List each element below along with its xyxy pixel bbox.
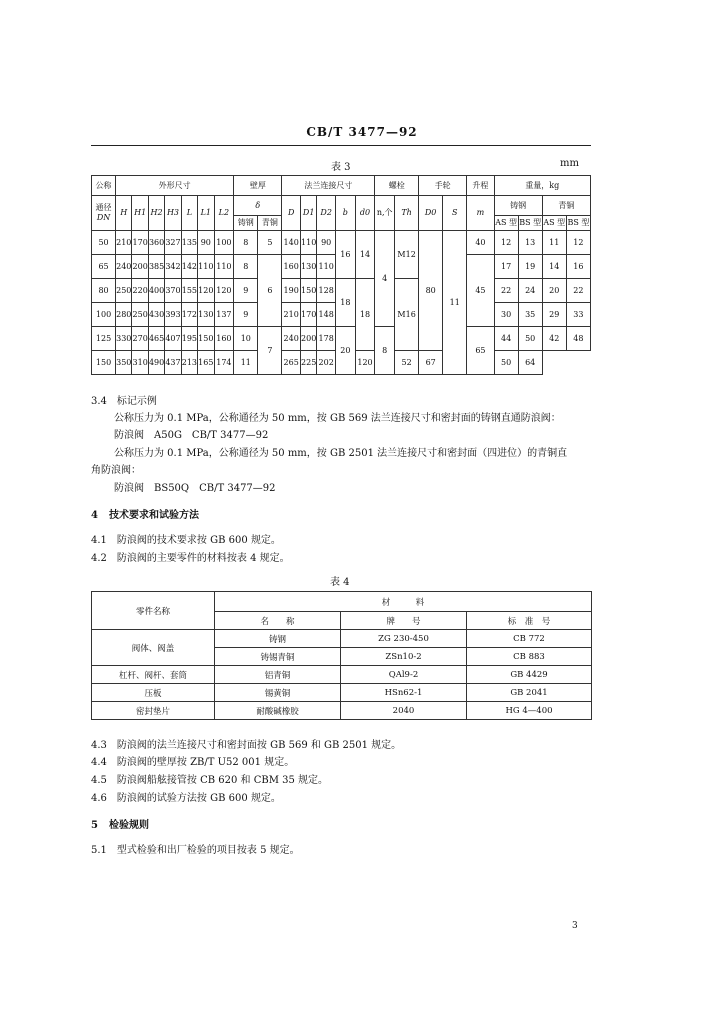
header-outer-dimensions: 外形尺寸	[116, 176, 234, 196]
cell-standard: GB 2041	[467, 684, 592, 702]
header-weight-steel: 铸钢	[494, 196, 542, 216]
header-d: D	[282, 196, 301, 231]
cell-l2: 100	[214, 231, 234, 255]
cell-d1: 110	[300, 231, 316, 255]
section-5-number: 5	[91, 820, 98, 831]
cell-weight: 44	[494, 327, 518, 351]
cell-grade: 2040	[341, 702, 467, 720]
example-2-mark: 防浪阀 BS50Q CB/T 3477—92	[114, 483, 276, 494]
example-1-mark: 防浪阀 A50G CB/T 3477—92	[114, 430, 269, 441]
header-l2: L2	[214, 196, 234, 231]
cell-d: 210	[282, 303, 301, 327]
header-material-grade: 牌 号	[341, 612, 467, 630]
cell-part: 杠杆、阀杆、套筒	[92, 666, 215, 684]
cell-weight: 24	[518, 279, 542, 303]
cell-d0: 14	[355, 231, 375, 279]
cell-l2: 160	[214, 327, 234, 351]
cell-dn: 150	[92, 351, 116, 375]
cell-h1: 220	[132, 279, 148, 303]
cell-d1: 225	[300, 351, 316, 375]
header-weight: 重量，kg	[494, 176, 590, 196]
cell-wall-steel: 8	[234, 255, 258, 279]
cell-d1: 170	[300, 303, 316, 327]
cell-weight: 17	[494, 255, 518, 279]
cell-part: 密封垫片	[92, 702, 215, 720]
header-b: b	[335, 196, 355, 231]
cell-wheel-d0: 80	[419, 231, 443, 351]
cell-h2: 430	[148, 303, 164, 327]
header-wheel-d0: D0	[419, 196, 443, 231]
section-4-6: 4.6 防浪阀的试验方法按 GB 600 规定。	[91, 793, 281, 804]
table-row	[92, 702, 592, 720]
section-3-4-heading: 3.4 标记示例	[91, 396, 157, 407]
header-h1: H1	[132, 196, 148, 231]
table-row	[92, 327, 591, 351]
cell-h3: 407	[165, 327, 181, 351]
cell-grade: ZSn10-2	[341, 648, 467, 666]
table-row	[92, 684, 592, 702]
cell-h1: 250	[132, 303, 148, 327]
header-dn: 通径 DN	[92, 196, 116, 231]
section-4-4: 4.4 防浪阀的壁厚按 ZB/T U52 001 规定。	[91, 757, 295, 768]
cell-wall-steel: 11	[234, 351, 258, 375]
cell-d1: 150	[300, 279, 316, 303]
header-bs-bronze: BS 型	[566, 216, 590, 231]
cell-weight: 13	[518, 231, 542, 255]
cell-material: 耐酸碱橡胶	[215, 702, 341, 720]
header-handwheel: 手轮	[419, 176, 467, 196]
cell-l: 213	[181, 351, 197, 375]
cell-h1: 310	[132, 351, 148, 375]
cell-b: 18	[335, 279, 355, 327]
header-l: L	[181, 196, 197, 231]
header-material: 材 料	[215, 592, 592, 612]
cell-weight: 42	[542, 327, 566, 351]
cell-h1: 270	[132, 327, 148, 351]
cell-h2: 385	[148, 255, 164, 279]
cell-th: M12	[395, 231, 419, 279]
cell-l: 142	[181, 255, 197, 279]
cell-part: 阀体、阀盖	[92, 630, 215, 666]
cell-material: 铸钢	[215, 630, 341, 648]
table-row	[92, 666, 592, 684]
section-4-1: 4.1 防浪阀的技术要求按 GB 600 规定。	[91, 535, 281, 546]
cell-h: 280	[116, 303, 132, 327]
cell-h: 350	[116, 351, 132, 375]
page-number: 3	[572, 921, 578, 931]
table-row	[92, 630, 592, 648]
cell-h2: 465	[148, 327, 164, 351]
cell-l2: 120	[214, 279, 234, 303]
header-s: S	[443, 196, 467, 231]
table3-title: 表 3	[331, 162, 351, 173]
cell-d0: 18	[355, 279, 375, 351]
cell-d2: 128	[317, 279, 336, 303]
cell-m: 65	[467, 327, 494, 375]
cell-weight: 29	[542, 303, 566, 327]
cell-l: 135	[181, 231, 197, 255]
cell-weight: 50	[518, 327, 542, 351]
cell-h3: 393	[165, 303, 181, 327]
cell-h: 240	[116, 255, 132, 279]
cell-wall-steel: 9	[234, 303, 258, 327]
cell-m: 40	[467, 231, 494, 255]
section-5-1: 5.1 型式检验和出厂检验的项目按表 5 规定。	[91, 845, 300, 856]
cell-d1: 200	[300, 327, 316, 351]
cell-grade: ZG 230-450	[341, 630, 467, 648]
cell-wall-bronze: 6	[258, 255, 282, 327]
cell-weight: 12	[494, 231, 518, 255]
cell-dn: 65	[92, 255, 116, 279]
cell-dn: 80	[92, 279, 116, 303]
cell-dn: 100	[92, 303, 116, 327]
table3	[91, 175, 591, 375]
header-bronze: 青铜	[258, 216, 282, 231]
cell-weight: 22	[494, 279, 518, 303]
cell-d: 265	[282, 351, 301, 375]
cell-m: 45	[467, 255, 494, 327]
cell-l1: 130	[198, 303, 214, 327]
cell-dn: 50	[92, 231, 116, 255]
cell-weight: 14	[542, 255, 566, 279]
cell-l1: 110	[198, 255, 214, 279]
header-bolt: 螺栓	[375, 176, 419, 196]
section-4-2: 4.2 防浪阀的主要零件的材料按表 4 规定。	[91, 553, 290, 564]
cell-grade: HSn62-1	[341, 684, 467, 702]
section-4-5: 4.5 防浪阀船舷接管按 CB 620 和 CBM 35 规定。	[91, 775, 329, 786]
cell-weight: 12	[566, 231, 590, 255]
cell-h3: 370	[165, 279, 181, 303]
cell-d2: 110	[317, 255, 336, 279]
header-th: Th	[395, 196, 419, 231]
header-d0: d0	[355, 196, 375, 231]
header-part-name: 零件名称	[92, 592, 215, 630]
cell-weight: 33	[566, 303, 590, 327]
table3-unit: mm	[560, 158, 579, 169]
cell-l2: 174	[214, 351, 234, 375]
cell-material: 铝青铜	[215, 666, 341, 684]
cell-weight: 11	[542, 231, 566, 255]
example-2-text: 公称压力为 0.1 MPa，公称通径为 50 mm，按 GB 2501 法兰连接尺寸和密封面（四进位）的青铜直	[114, 448, 568, 459]
cell-d: 140	[282, 231, 301, 255]
cell-wall-steel: 8	[234, 231, 258, 255]
cell-weight: 19	[518, 255, 542, 279]
cell-part: 压板	[92, 684, 215, 702]
cell-l: 155	[181, 279, 197, 303]
cell-standard: CB 883	[467, 648, 592, 666]
header-h2: H2	[148, 196, 164, 231]
cell-h1: 200	[132, 255, 148, 279]
cell-h2: 400	[148, 279, 164, 303]
header-standard-number: 标 准 号	[467, 612, 592, 630]
cell-weight: 30	[494, 303, 518, 327]
cell-b: 16	[335, 231, 355, 279]
header-bs-steel: BS 型	[518, 216, 542, 231]
cell-b: 20	[335, 327, 355, 375]
table4	[91, 591, 592, 720]
cell-l1: 165	[198, 351, 214, 375]
cell-l: 195	[181, 327, 197, 351]
section-4-heading: 技术要求和试验方法	[109, 510, 199, 521]
cell-n: 8	[375, 327, 395, 375]
cell-s: 11	[443, 231, 467, 375]
header-as-bronze: AS 型	[542, 216, 566, 231]
cell-material: 铸锡青铜	[215, 648, 341, 666]
header-d2: D2	[317, 196, 336, 231]
header-m: m	[467, 196, 494, 231]
cell-h1: 170	[132, 231, 148, 255]
cell-d2: 178	[317, 327, 336, 351]
cell-d2: 202	[317, 351, 336, 375]
example-2-text-cont: 角防浪阀：	[91, 465, 141, 476]
cell-th: M16	[395, 279, 419, 351]
cell-d2: 90	[317, 231, 336, 255]
cell-h: 250	[116, 279, 132, 303]
header-rule	[91, 145, 591, 146]
cell-l: 172	[181, 303, 197, 327]
cell-l1: 90	[198, 231, 214, 255]
cell-h3: 342	[165, 255, 181, 279]
header-d1: D1	[300, 196, 316, 231]
cell-h2: 490	[148, 351, 164, 375]
cell-d: 240	[282, 327, 301, 351]
header-l1: L1	[198, 196, 214, 231]
table4-title: 表 4	[330, 577, 350, 588]
cell-d: 190	[282, 279, 301, 303]
cell-weight: 35	[518, 303, 542, 327]
section-4-3: 4.3 防浪阀的法兰连接尺寸和密封面按 GB 569 和 GB 2501 规定。	[91, 740, 402, 751]
header-material-name: 名 称	[215, 612, 341, 630]
header-as-steel: AS 型	[494, 216, 518, 231]
example-1-text: 公称压力为 0.1 MPa，公称通径为 50 mm，按 GB 569 法兰连接尺寸和密封面的铸钢直通防浪阀：	[114, 413, 561, 424]
cell-d: 160	[282, 255, 301, 279]
header-lift: 升程	[467, 176, 494, 196]
cell-l2: 110	[214, 255, 234, 279]
cell-weight: 64	[518, 351, 542, 375]
cell-n: 4	[375, 231, 395, 327]
cell-d2: 148	[317, 303, 336, 327]
section-5-heading: 检验规则	[109, 820, 149, 831]
cell-wall-steel: 9	[234, 279, 258, 303]
cell-wheel-d0: 120	[355, 351, 375, 375]
header-delta: δ	[234, 196, 282, 216]
cell-weight: 16	[566, 255, 590, 279]
cell-weight: 48	[566, 327, 590, 351]
header-h: H	[116, 196, 132, 231]
header-n: n,个	[375, 196, 395, 231]
cell-weight: 20	[542, 279, 566, 303]
cell-l1: 150	[198, 327, 214, 351]
cell-standard: GB 4429	[467, 666, 592, 684]
cell-l2: 137	[214, 303, 234, 327]
cell-material: 锡黄铜	[215, 684, 341, 702]
cell-h2: 360	[148, 231, 164, 255]
header-flange: 法兰连接尺寸	[282, 176, 375, 196]
header-wall-thickness: 壁厚	[234, 176, 282, 196]
cell-wall-steel: 10	[234, 327, 258, 351]
header-weight-bronze: 青铜	[542, 196, 590, 216]
cell-weight: 50	[494, 351, 518, 375]
cell-wall-bronze: 5	[258, 231, 282, 255]
table-row	[92, 231, 591, 255]
cell-l1: 120	[198, 279, 214, 303]
document-header: CB/T 3477—92	[306, 125, 418, 139]
cell-standard: CB 772	[467, 630, 592, 648]
header-nominal: 公称	[92, 176, 116, 196]
cell-weight: 52	[395, 351, 419, 375]
cell-weight: 67	[419, 351, 443, 375]
cell-h3: 437	[165, 351, 181, 375]
cell-h3: 327	[165, 231, 181, 255]
cell-h: 330	[116, 327, 132, 351]
table-row	[92, 279, 591, 303]
section-4-number: 4	[91, 510, 98, 521]
cell-dn: 125	[92, 327, 116, 351]
cell-d1: 130	[300, 255, 316, 279]
cell-weight: 22	[566, 279, 590, 303]
header-cast-steel: 铸钢	[234, 216, 258, 231]
cell-wall-bronze: 7	[258, 327, 282, 375]
cell-grade: QAl9-2	[341, 666, 467, 684]
header-h3: H3	[165, 196, 181, 231]
cell-h: 210	[116, 231, 132, 255]
cell-standard: HG 4—400	[467, 702, 592, 720]
